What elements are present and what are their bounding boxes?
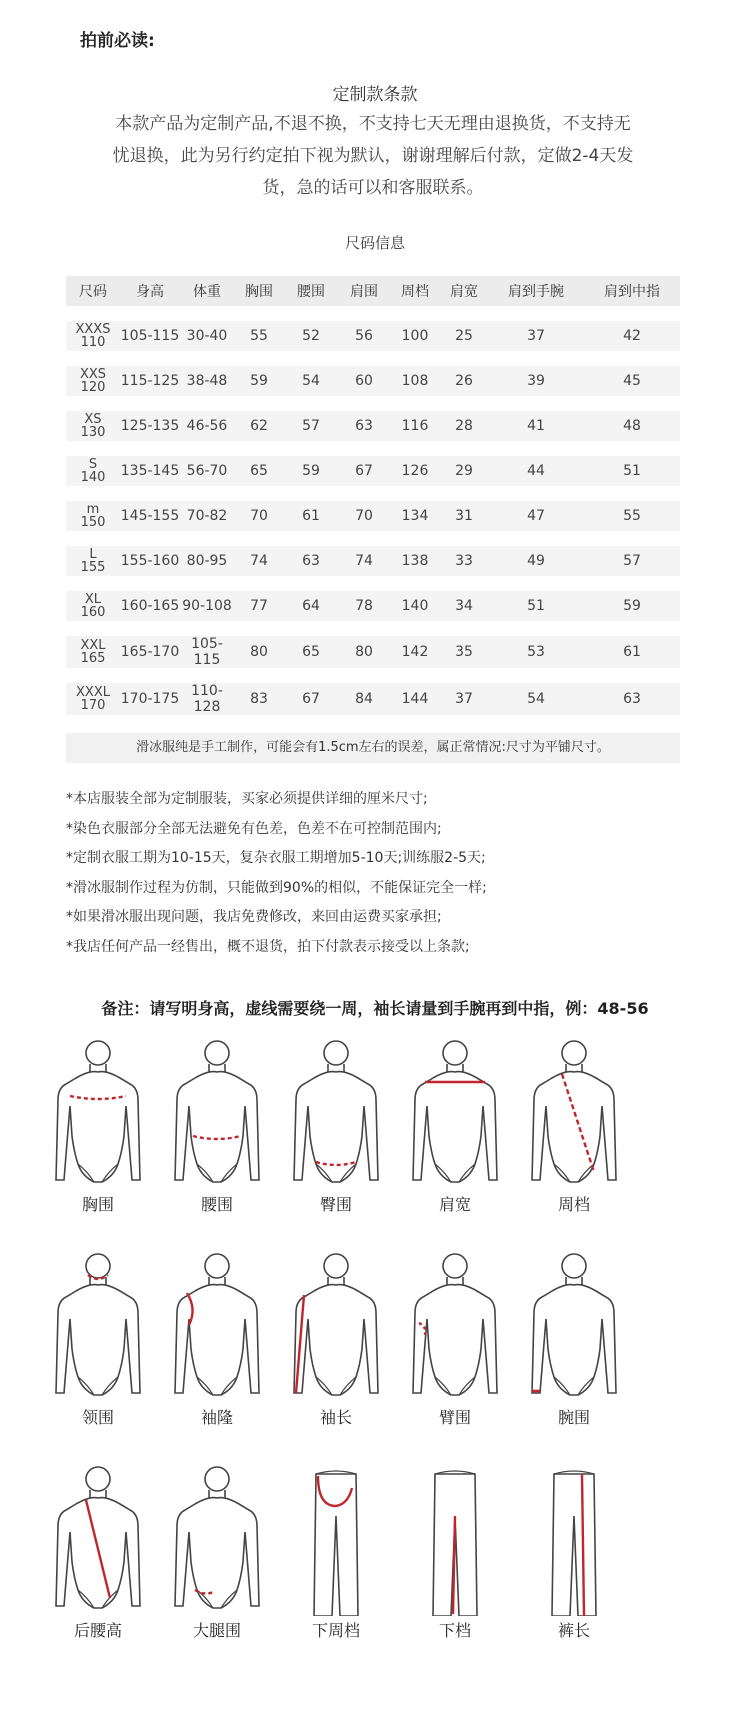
note-item: *如果滑冰服出现问题，我店免费修改，来回由运费买家承担; <box>66 909 442 925</box>
table-cell: 80 <box>338 636 390 668</box>
size-cell <box>66 321 120 351</box>
table-cell: 135-145 <box>120 456 180 486</box>
size-note: 滑冰服纯是手工制作，可能会有1.5cm左右的误差，属正常情况:尺寸为平铺尺寸。 <box>66 733 680 763</box>
table-cell: 56-70 <box>180 456 234 486</box>
table-row <box>66 456 680 486</box>
thigh-circumference-icon <box>162 1466 272 1640</box>
note-item: *我店任何产品一经售出，概不退货，拍下付款表示接受以上条款; <box>66 938 470 955</box>
table-cell: 60 <box>338 366 390 396</box>
size-code: m <box>86 501 100 517</box>
size-cell <box>66 636 120 668</box>
table-cell: 42 <box>584 321 680 351</box>
size-number: 170 <box>80 697 106 713</box>
table-cell: 140 <box>390 591 440 621</box>
table-cell: 84 <box>338 683 390 715</box>
column-header: 胸围 <box>234 276 284 306</box>
waist-measure-icon <box>162 1040 272 1214</box>
table-row <box>66 321 680 351</box>
table-row <box>66 366 680 396</box>
figure-label: 肩宽 <box>438 1195 471 1214</box>
figure-label: 周档 <box>557 1195 590 1214</box>
table-cell: 29 <box>440 456 488 486</box>
note-item: *滑冰服制作过程为仿制，只能做到90%的相似，不能保证完全一样; <box>66 879 487 896</box>
size-number: 150 <box>80 514 106 530</box>
table-cell: 155-160 <box>120 546 180 576</box>
table-cell: 144 <box>390 683 440 715</box>
table-cell: 70 <box>234 501 284 531</box>
figure-label: 臂围 <box>438 1408 471 1427</box>
table-cell: 34 <box>440 591 488 621</box>
table-cell: 41 <box>488 411 584 441</box>
table-cell: 35 <box>440 636 488 668</box>
table-cell: 142 <box>390 636 440 668</box>
table-cell: 30-40 <box>180 321 234 351</box>
column-header: 肩到手腕 <box>488 276 584 306</box>
table-cell: 45 <box>584 366 680 396</box>
size-code: XXXS <box>75 321 111 337</box>
figure-label: 大腿围 <box>192 1621 241 1640</box>
terms-body <box>78 108 668 204</box>
table-cell: 48 <box>584 411 680 441</box>
figure-label: 袖隆 <box>200 1408 233 1427</box>
table-cell: 54 <box>284 366 338 396</box>
wrist-circumference-icon <box>519 1253 629 1427</box>
table-cell: 44 <box>488 456 584 486</box>
size-cell <box>66 456 120 486</box>
table-row <box>66 501 680 531</box>
size-code: XXXL <box>76 684 110 700</box>
table-cell: 63 <box>284 546 338 576</box>
table-cell: 28 <box>440 411 488 441</box>
table-cell: 57 <box>584 546 680 576</box>
table-cell: 26 <box>440 366 488 396</box>
table-cell: 74 <box>234 546 284 576</box>
table-cell: 59 <box>234 366 284 396</box>
table-cell: 116 <box>390 411 440 441</box>
size-cell <box>66 683 120 715</box>
table-cell: 74 <box>338 546 390 576</box>
sleeve-length-icon <box>281 1253 391 1427</box>
table-cell: 165-170 <box>120 636 180 668</box>
lower-crotch-icon <box>281 1466 391 1640</box>
table-cell: 70-82 <box>180 501 234 531</box>
size-number: 130 <box>80 424 106 440</box>
table-cell: 134 <box>390 501 440 531</box>
size-number: 110 <box>80 334 106 350</box>
size-cell <box>66 366 120 396</box>
table-cell: 170-175 <box>120 683 180 715</box>
table-cell: 53 <box>488 636 584 668</box>
table-cell: 39 <box>488 366 584 396</box>
column-header: 体重 <box>180 276 234 306</box>
table-row <box>66 591 680 621</box>
table-cell: 83 <box>234 683 284 715</box>
arm-circumference-icon <box>400 1253 510 1427</box>
table-cell: 59 <box>284 456 338 486</box>
figure-label: 后腰高 <box>73 1621 122 1640</box>
table-cell: 46-56 <box>180 411 234 441</box>
chest-measure-icon <box>43 1040 153 1214</box>
note-item: *本店服装全部为定制服装，买家必须提供详细的厘米尺寸; <box>66 791 428 807</box>
table-cell: 52 <box>284 321 338 351</box>
table-cell: 64 <box>284 591 338 621</box>
table-cell: 63 <box>584 683 680 715</box>
size-number: 120 <box>80 379 106 395</box>
table-cell: 160-165 <box>120 591 180 621</box>
size-code: XS <box>84 411 102 427</box>
figure-label: 下周档 <box>311 1621 360 1640</box>
size-code: XXS <box>79 366 107 382</box>
size-number: 165 <box>80 650 106 666</box>
page-heading: 拍前必读: <box>80 31 155 51</box>
table-cell: 56 <box>338 321 390 351</box>
figure-label: 胸围 <box>81 1195 114 1214</box>
terms-title: 定制款条款 <box>332 85 418 105</box>
back-waist-height-icon <box>43 1466 153 1640</box>
size-number: 155 <box>80 559 106 575</box>
note-item: *定制衣服工期为10-15天，复杂衣服工期增加5-10天;训练服2-5天; <box>66 850 486 866</box>
remark: 备注：请写明身高，虚线需要绕一周，袖长请量到手腕再到中指，例：48-56 <box>101 999 649 1018</box>
size-cell <box>66 501 120 531</box>
table-cell: 65 <box>284 636 338 668</box>
table-cell: 67 <box>284 683 338 715</box>
table-cell: 31 <box>440 501 488 531</box>
column-header: 腰围 <box>284 276 338 306</box>
hip-measure-icon <box>281 1040 391 1214</box>
table-cell: 138 <box>390 546 440 576</box>
note-item: *染色衣服部分全部无法避免有色差，色差不在可控制范围内; <box>66 820 442 837</box>
shoulder-width-icon <box>400 1040 510 1214</box>
table-cell: 125-135 <box>120 411 180 441</box>
table-row <box>66 411 680 441</box>
size-code: L <box>89 546 97 562</box>
table-cell: 61 <box>584 636 680 668</box>
size-table <box>66 276 680 715</box>
size-code: S <box>88 456 98 472</box>
terms-line: 忧退换，此为另行约定拍下视为默认，谢谢理解后付款，定做2-4天发 <box>112 146 634 166</box>
table-cell: 54 <box>488 683 584 715</box>
table-cell: 62 <box>234 411 284 441</box>
table-cell: 80 <box>234 636 284 668</box>
table-cell: 59 <box>584 591 680 621</box>
notes-list <box>66 785 487 962</box>
table-cell: 78 <box>338 591 390 621</box>
table-cell: 49 <box>488 546 584 576</box>
table-cell: 25 <box>440 321 488 351</box>
size-code: XL <box>84 591 102 607</box>
figure-label: 腕围 <box>557 1408 590 1427</box>
table-row <box>66 683 680 715</box>
table-cell: 105-115 <box>120 321 180 351</box>
size-code: XXL <box>80 637 106 653</box>
table-cell: 65 <box>234 456 284 486</box>
inseam-icon <box>400 1466 510 1640</box>
table-cell: 90-108 <box>180 591 234 621</box>
neck-measure-icon <box>43 1253 153 1427</box>
armhole-measure-icon <box>162 1253 272 1427</box>
table-cell: 145-155 <box>120 501 180 531</box>
table-cell: 37 <box>440 683 488 715</box>
table-cell: 126 <box>390 456 440 486</box>
column-header: 肩宽 <box>440 276 488 306</box>
table-cell: 33 <box>440 546 488 576</box>
table-cell: 70 <box>338 501 390 531</box>
table-cell: 100 <box>390 321 440 351</box>
table-cell: 57 <box>284 411 338 441</box>
table-cell: 55 <box>234 321 284 351</box>
figure-label: 下档 <box>438 1621 471 1640</box>
terms-line: 货，急的话可以和客服联系。 <box>262 178 484 198</box>
size-cell <box>66 591 120 621</box>
terms-line: 本款产品为定制产品,不退不换，不支持七天无理由退换货，不支持无 <box>115 114 631 134</box>
table-row <box>66 636 680 668</box>
figure-label: 臀围 <box>319 1195 352 1214</box>
size-number: 160 <box>80 604 106 620</box>
size-cell <box>66 411 120 441</box>
table-cell: 80-95 <box>180 546 234 576</box>
figure-label: 袖长 <box>319 1408 352 1427</box>
table-cell: 108 <box>390 366 440 396</box>
column-header: 身高 <box>120 276 180 306</box>
table-cell: 61 <box>284 501 338 531</box>
torso-loop-icon <box>519 1040 629 1214</box>
table-cell: 77 <box>234 591 284 621</box>
size-info-title: 尺码信息 <box>344 234 405 252</box>
size-number: 140 <box>80 469 106 485</box>
figure-label: 领围 <box>81 1408 114 1427</box>
table-cell: 37 <box>488 321 584 351</box>
pants-length-icon <box>519 1466 629 1640</box>
column-header: 尺码 <box>66 276 120 306</box>
column-header: 周档 <box>390 276 440 306</box>
table-cell: 55 <box>584 501 680 531</box>
table-cell: 51 <box>584 456 680 486</box>
figure-label: 腰围 <box>200 1195 233 1214</box>
table-cell: 105-115 <box>180 636 234 668</box>
column-header: 肩围 <box>338 276 390 306</box>
table-cell: 51 <box>488 591 584 621</box>
table-cell: 67 <box>338 456 390 486</box>
size-table-header <box>66 276 680 306</box>
table-cell: 47 <box>488 501 584 531</box>
size-cell <box>66 546 120 576</box>
table-cell: 110-128 <box>180 683 234 715</box>
table-cell: 63 <box>338 411 390 441</box>
table-cell: 38-48 <box>180 366 234 396</box>
figure-label: 裤长 <box>557 1621 590 1640</box>
table-row <box>66 546 680 576</box>
table-cell: 115-125 <box>120 366 180 396</box>
column-header: 肩到中指 <box>584 276 680 306</box>
